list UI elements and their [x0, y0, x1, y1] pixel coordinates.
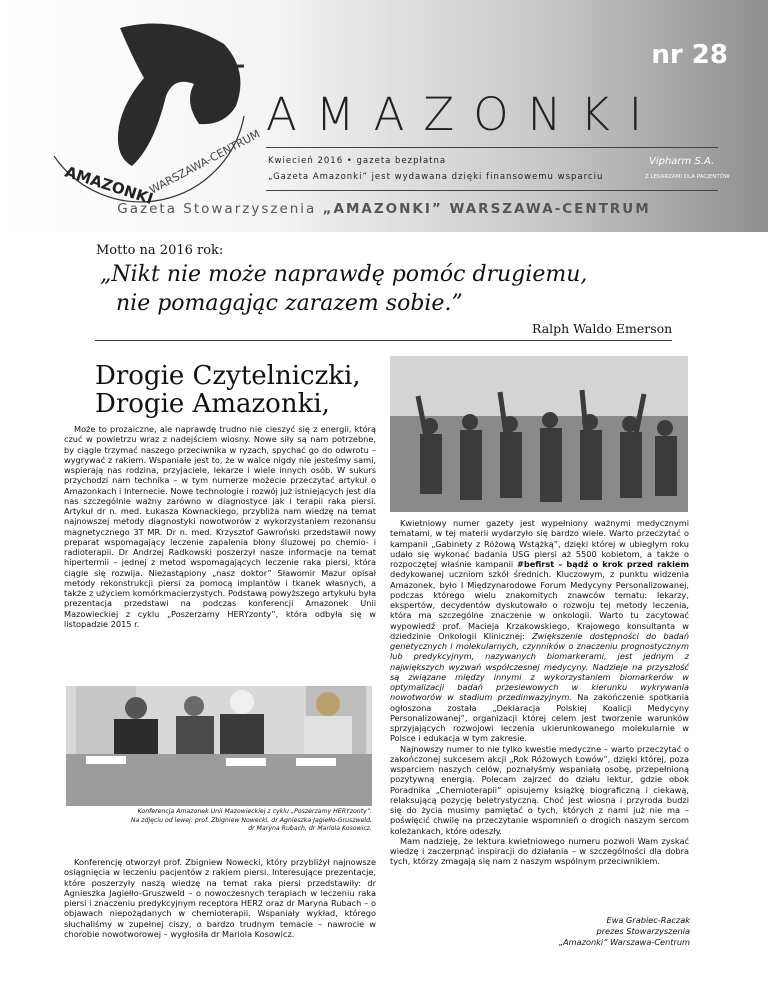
svg-text:AMAZONKI: AMAZONKI	[62, 162, 156, 209]
paragraph: Może to prozaiczne, ale naprawdę trudno nie cieszyć się z energii, którą czuć w powietrzu wraz z nadejściem wiosny. Nowe siły są nam potrzebne, by ciągle trzymać naszego przeciwnika w ryzach, spychać go do odwrotu – wygrywać z rakiem. Wspaniałe jest to, że w walce nigdy nie jesteśmy sami, wspierają nas rodzina, przyjaciele, lekarze i wiele innych osób. W sukurs przychodzi nam technika – w tym numerze możecie przeczytać artykuł o Amazonkach i Internecie. Nowe technologie i rozwój już istniejących jest dla nas szczególnie ważny zarówno w diagnostyce jak i terapii raka piersi. Artykuł dr n. med. Łukasza Kownackiego, przybliża nam wiedzę na temat najnowszej metody diagnostyki nowotworów z wykorzystaniem rezonansu magnetycznego 3T MR. Dr n. med. Krzysztof Gawroński przedstawił nowy preparat wspomagający leczenie zapalenia błony śluzowej po chemio- i radioterapii. Dr Andrzej Radkowski poszerzył nasze informacje na temat hipertermii – jednej z metod wspomagających leczenie raka piersi, która ciągle się rozwija. Niezastąpiony „nasz doktor” Sławomir Mazur opisał metody rekonstrukcji piersi za pomocą implantów i tkanek własnych, a także z użyciem komórkmacierzystych. Podstawą powyższego artykułu była prezentacja przedstawi na podczas konferencji Amazonek Unii Mazowieckiej z cyklu „Poszerzamy HERYzonty”, która odbyła się w listopadzie 2015 r.	[64, 424, 376, 629]
quote-line-1: „Nikt nie może naprawdę pomóc drugiemu,	[100, 262, 588, 287]
text: dedykowanej uczniom szkół średnich. Kluczowym, z punktu widzenia Amazonek, było I Międzynarodowe Forum Medycyny Personalizowanej, podczas którego wielu znakomitych znawców tematu: lekarzy, ekspertów, decydentów dyskutowało o rozwoju tej metody leczenia, która ma szczególne znaczenie w onkologii. Warto tu zacytować wypowiedź prof. Macieja Krzakowskiego, Krajowego konsultanta w dziedzinie Onkologii Klinicznej:	[390, 569, 689, 641]
issue-number: nr 28	[651, 40, 728, 70]
paragraph: Najnowszy numer to nie tylko kwestie medyczne – warto przeczytać o zakończonej sukcesem akcji „Rok Różowych Łowów”, dzięki której, poza wsparciem naszych celów, poznałyśmy wspaniałą osobę, przepełnioną pozytywną energią. Polecam zajrzeć do działu lektur, gdzie obok Poradnika „Chemioterapii” opisujemy książkę biograficzną i ciekawą, relaksującą pozycję beletrystyczną. Choć jest wiosna i przyroda budzi się do życia musimy pamiętać o tych, których z nami już nie ma – poświęcić chwilę na przeczytanie wspomnień o drogich naszym sercom koleżankach, które odeszły.	[390, 743, 689, 836]
date-line: Kwiecień 2016 • gazeta bezpłatna	[268, 156, 447, 166]
subtitle-bold: „AMAZONKI” WARSZAWA-CENTRUM	[322, 201, 651, 217]
conference-photo-image	[66, 686, 372, 806]
article-title	[95, 362, 361, 418]
left-column	[64, 424, 376, 629]
motto-label: Motto na 2016 rok:	[96, 243, 224, 258]
text: Na zakończenie spotkania ogłoszona została „Deklaracja Polskiej Koalicji Medycyny Personalizowanej”, organizacji której celem jest tworzenie warunków sprzyjających rozwojowi leczenia ukierunkowanego molekularnie w Polsce i edukacja w tym zakresie.	[390, 692, 689, 744]
caption-line-2: Na zdjęciu od lewej: prof. Zbigniew Nowecki, dr Agnieszka Jagiełło-Gruszweld,	[130, 816, 372, 824]
quote-line-2: nie pomagając zarazem sobie.”	[116, 291, 463, 316]
sponsor-logo	[643, 154, 730, 182]
photo-caption	[66, 808, 372, 834]
divider	[95, 340, 672, 341]
amazonki-logo	[24, 6, 272, 218]
quotation: Zwiększenie dostępności do badań genetycznych i molekularnych, czynników o znaczeniu prognostycznym lub predykcyjnym, nazywanych biomarkerami, jest jednym z największych wyzwań współczesnej medycyny. Nadzieje na przyszłość są związane między innymi z wykorzystaniem biomarkerów w optymalizacji badań przesiewowych w kierunku wykrywania nowotworów w stadium przedinwazyjnym.	[390, 630, 690, 703]
svg-text:WARSZAWA-CENTRUM: WARSZAWA-CENTRUM	[147, 127, 263, 197]
divider	[266, 190, 718, 191]
masthead-title: AMAZONKI	[266, 88, 662, 141]
subtitle-prefix: Gazeta Stowarzyszenia	[117, 201, 323, 217]
paragraph: Konferencję otworzył prof. Zbigniew Nowecki, który przybliżył najnowsze osiągnięcia w leczeniu pacjentów z rakiem piersi. Interesujące prezentacje, które poszerzyły naszą wiedzę na temat raka piersi przedstawiły: dr Agnieszka Jagiełło-Gruszweld – o nowoczesnych terapiach w leczeniu raka piersi i znaczeniu predykcyjnym receptora HER2 oraz dr Maryna Rubach – o objawach niepożądanych w chemioterapii. Wspaniały wykład, którego słuchaliśmy w zupełnej ciszy, o bardzo trudnym temacie – nawrocie w chorobie nowotworowej – wygłosiła dr Mariola Kosowicz.	[64, 857, 376, 939]
campaign-name: #befirst – bądź o krok przed rakiem	[516, 559, 689, 569]
caption-line-1: Konferencja Amazonek Unii Mazowieckiej z cyklu „Poszerzamy HERYzonty”.	[137, 808, 372, 815]
divider	[266, 147, 718, 148]
sign-name: Ewa Grabiec-Raczak	[606, 915, 690, 925]
sign-role: prezes Stowarzyszenia	[596, 926, 690, 936]
sponsor-line: „Gazeta Amazonki” jest wydawana dzięki finansowemu wsparciu	[268, 172, 604, 182]
event-photo-image	[390, 356, 688, 512]
paragraph: Mam nadzieję, że lektura kwietniowego numeru pozwoli Wam zyskać wiedzę i zaczerpnąć inspiracji do działania – w szczególności dla dobra tych, którzy zmagają się nam z naszym wspólnym przeciwnikiem.	[390, 835, 689, 867]
quote-author: Ralph Waldo Emerson	[532, 321, 673, 336]
sponsor-tagline: Z LEKARZAMI DLA PACJENTÓW	[645, 174, 730, 180]
title-line-2: Drogie Amazonki,	[95, 389, 330, 419]
paragraph	[390, 518, 689, 744]
event-photo	[390, 356, 688, 512]
right-column	[390, 518, 689, 867]
sponsor-name: Vipharm S.A.	[649, 156, 715, 167]
text: Kwietniowy numer gazety jest wypełniony ważnymi medycznymi tematami, w tej materii wydarzyło się bardzo wiele. Warto przeczytać o kampanii „Gabinety z Różową Wstążką”, dzięki której w ubiegłym roku udało się wykonać badania USG piersi aż 5500 kobietom, a także o rozpoczętej właśnie kampanii	[390, 518, 689, 569]
title-line-1: Drogie Czytelniczki,	[95, 361, 361, 391]
conference-photo	[66, 686, 372, 806]
left-column-lower	[64, 857, 376, 939]
newspaper-subtitle	[0, 201, 768, 217]
signature	[559, 915, 690, 948]
motto-quote	[100, 260, 587, 318]
caption-line-3: dr Maryna Rubach, dr Mariola Kosowicz.	[248, 825, 372, 832]
sign-org: „Amazonki” Warszawa-Centrum	[558, 937, 690, 947]
